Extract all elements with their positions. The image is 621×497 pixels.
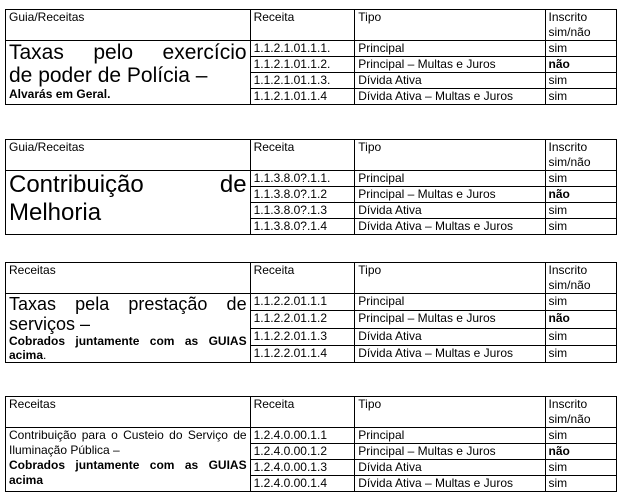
header-guia: Guia/Receitas [6,140,251,171]
inscrito-value: sim [545,428,617,444]
category-title [6,41,251,105]
header-inscrito: Inscrito sim/não [545,10,617,41]
inscrito-value: não [545,57,617,73]
header-guia: Receitas [6,263,251,294]
receita-code: 1.1.2.2.01.1.2 [250,311,355,328]
receita-code: 1.1.2.2.01.1.3 [250,328,355,345]
receita-code: 1.1.3.8.0?.1.1. [250,171,355,187]
tipo-value: Dívida Ativa [355,460,545,476]
inscrito-value: não [545,311,617,328]
header-inscrito: Inscrito sim/não [545,140,617,171]
inscrito-value: sim [545,73,617,89]
table-row [6,294,617,311]
table-header-row [6,10,617,41]
category-subtitle: Cobrados juntamente com as GUIAS acima [9,458,247,487]
revenue-table-servicos [5,262,617,363]
receita-code: 1.1.2.1.01.1.2. [250,57,355,73]
header-receita: Receita [250,10,355,41]
tipo-value: Dívida Ativa – Multas e Juros [355,476,545,492]
revenue-table-policia [5,9,617,105]
revenue-table-iluminacao [5,396,617,492]
receita-code: 1.2.4.0.00.1.4 [250,476,355,492]
header-receita: Receita [250,397,355,428]
inscrito-value: sim [545,328,617,345]
title-line: serviços – [9,314,91,334]
inscrito-value: sim [545,294,617,311]
header-receita: Receita [250,263,355,294]
tipo-value: Principal – Multas e Juros [355,57,545,73]
table-row [6,171,617,187]
inscrito-value: sim [545,345,617,362]
header-tipo: Tipo [355,397,545,428]
table-header-row [6,140,617,171]
revenue-table-melhoria [5,139,617,235]
tipo-value: Dívida Ativa – Multas e Juros [355,345,545,362]
category-title [6,428,251,492]
receita-code: 1.1.3.8.0?.1.4 [250,219,355,235]
title-line: Taxas pela prestação de [9,294,247,314]
header-inscrito: Inscrito sim/não [545,263,617,294]
table-header-row [6,397,617,428]
subtitle-bold: Cobrados juntamente com as GUIAS acima [9,334,247,362]
title-line: de poder de Polícia – [9,64,208,87]
header-guia: Receitas [6,397,251,428]
header-tipo: Tipo [355,140,545,171]
tipo-value: Principal [355,428,545,444]
tipo-value: Dívida Ativa – Multas e Juros [355,89,545,105]
tipo-value: Dívida Ativa [355,328,545,345]
inscrito-value: sim [545,219,617,235]
header-guia: Guia/Receitas [6,10,251,41]
receita-code: 1.1.2.1.01.1.3. [250,73,355,89]
receita-code: 1.1.3.8.0?.1.2 [250,187,355,203]
receita-code: 1.1.3.8.0?.1.3 [250,203,355,219]
header-tipo: Tipo [355,263,545,294]
table-row [6,41,617,57]
tipo-value: Dívida Ativa [355,73,545,89]
header-inscrito: Inscrito sim/não [545,397,617,428]
table-row [6,428,617,444]
title-line: Contribuição de [9,171,247,198]
category-title [6,171,251,235]
receita-code: 1.2.4.0.00.1.2 [250,444,355,460]
tipo-value: Principal – Multas e Juros [355,444,545,460]
table-header-row [6,263,617,294]
category-subtitle [9,334,247,362]
subtitle-tail: . [43,348,47,362]
tipo-value: Dívida Ativa [355,203,545,219]
tipo-value: Principal [355,41,545,57]
inscrito-value: sim [545,203,617,219]
receita-code: 1.1.2.1.01.1.4 [250,89,355,105]
title-line: Taxas pelo exercício [9,41,247,64]
tipo-value: Principal [355,171,545,187]
inscrito-value: sim [545,476,617,492]
inscrito-value: sim [545,171,617,187]
inscrito-value: não [545,444,617,460]
inscrito-value: sim [545,460,617,476]
receita-code: 1.2.4.0.00.1.1 [250,428,355,444]
tipo-value: Principal – Multas e Juros [355,187,545,203]
header-receita: Receita [250,140,355,171]
header-tipo: Tipo [355,10,545,41]
receita-code: 1.1.2.2.01.1.4 [250,345,355,362]
inscrito-value: sim [545,41,617,57]
title-line: Melhoria [9,199,102,226]
category-title [6,294,251,363]
tipo-value: Principal – Multas e Juros [355,311,545,328]
tipo-value: Dívida Ativa – Multas e Juros [355,219,545,235]
receita-code: 1.1.2.1.01.1.1. [250,41,355,57]
tipo-value: Principal [355,294,545,311]
title-text: Contribuição para o Custeio do Serviço de Iluminação Pública – [9,428,247,457]
inscrito-value: sim [545,89,617,105]
category-subtitle: Alvarás em Geral. [9,87,111,101]
inscrito-value: não [545,187,617,203]
receita-code: 1.1.2.2.01.1.1 [250,294,355,311]
receita-code: 1.2.4.0.00.1.3 [250,460,355,476]
